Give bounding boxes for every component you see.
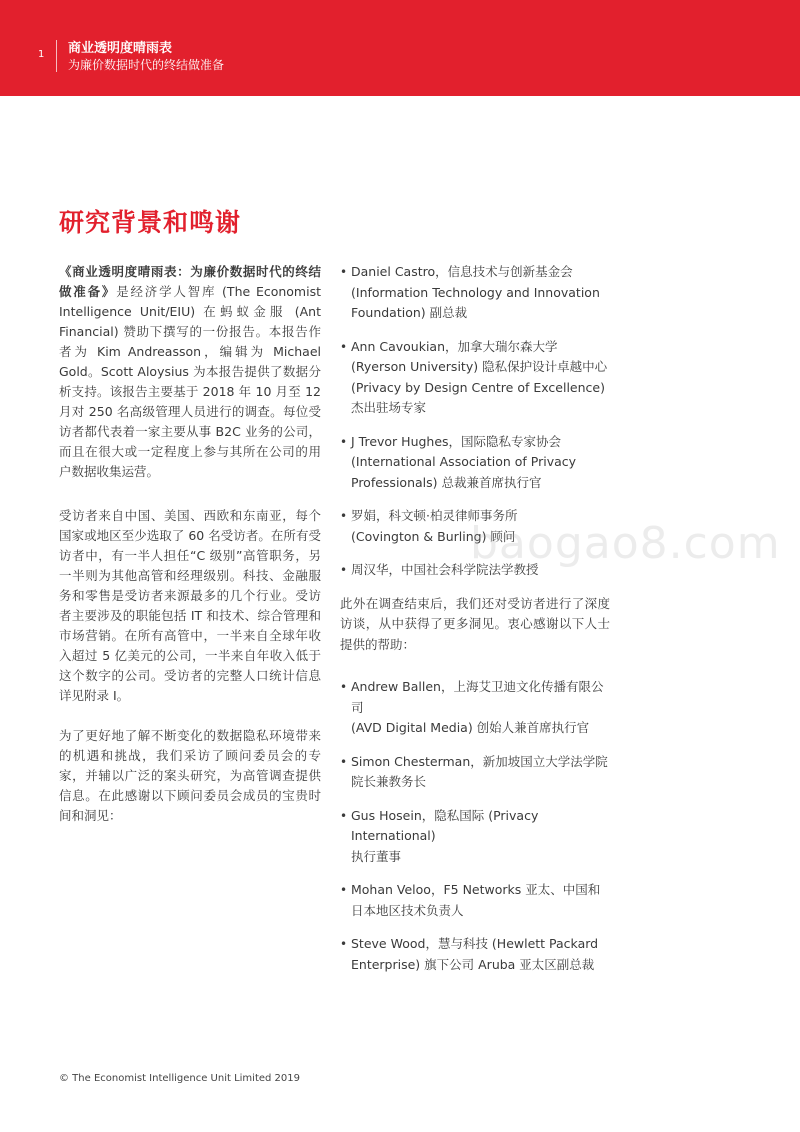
paragraph-intro-text: 是经济学人智库 (The Economist Intelligence Unit/EIU) 在蚂蚁金服 (Ant Financial) 赞助下撰写的一份报告。本报告作者为 Kim Andreasson，编辑为 Michael Gold。Scott Aloysius 为本报告提供了数据分析支持。该报告主要基于 2018 年 10 月至 12 月对 250 名高级管理人员进行的调查。每位受访者都代表着一家主要从事 B2C 业务的公司，而且在很大或一定程度上参与其所在公司的用户数据收集运营。 — [59, 284, 321, 479]
list-item: • 周汉华，中国社会科学院法学教授 — [340, 560, 610, 581]
copyright-footer: © The Economist Intelligence Unit Limited 2019 — [59, 1073, 300, 1084]
list-item: • J Trevor Hughes，国际隐私专家协会 (International Association of Privacy Professionals) 总裁兼首席执行官 — [340, 433, 577, 490]
report-subtitle: 为廉价数据时代的终结做准备 — [68, 58, 225, 72]
bullet-icon: • — [340, 680, 348, 694]
list-item: • Daniel Castro，信息技术与创新基金会 (Information Technology and Innovation Foundation) 副总裁 — [340, 264, 600, 320]
bullet-icon: • — [340, 563, 348, 577]
interviewee-list — [340, 677, 610, 975]
report-name-bold: 《商业透明度晴雨表：为廉价数据时代的终结做准备》 — [59, 264, 321, 299]
paragraph-intro — [59, 262, 321, 482]
page-header — [0, 0, 800, 96]
page-number: 1 — [38, 49, 45, 60]
list-item: • Andrew Ballen，上海艾卫迪文化传播有限公司 (AVD Digital Media) 创始人兼首席执行官 — [340, 679, 604, 735]
bullet-icon: • — [340, 434, 348, 449]
right-column — [340, 262, 610, 988]
list-item: • 罗娟，科文顿·柏灵律师事务所 (Covington & Burling) 顾问 — [340, 508, 518, 544]
paragraph-interviews: 此外在调查结束后，我们还对受访者进行了深度访谈，从中获得了更多洞见。衷心感谢以下人士提供的帮助： — [340, 595, 610, 652]
bullet-icon: • — [340, 265, 348, 279]
paragraph-respondents: 受访者来自中国、美国、西欧和东南亚，每个国家或地区至少选取了 60 名受访者。在所有受访者中，有一半人担任“C 级别”高管职务，另一半则为其他高管和经理级别。科技、金融服务和零售是受访者来源最多的几个行业。受访者主要涉及的职能包括 IT 和技术、综合管理和市场营销。在所有高管中，一半来自全球年收入超过 5 亿美元的公司，一半来自年收入低于这个数字的公司。受访者的完整人口统计信息详见附录 I。 — [59, 508, 321, 703]
list-item: • Ann Cavoukian，加拿大瑞尔森大学 (Ryerson University) 隐私保护设计卓越中心 (Privacy by Design Centre of Excellence) 杰出驻场专家 — [340, 338, 608, 415]
left-column — [59, 262, 321, 846]
list-item: • Steve Wood，慧与科技 (Hewlett Packard Enterprise) 旗下公司 Aruba 亚太区副总裁 — [340, 936, 599, 972]
header-divider — [56, 40, 57, 72]
bullet-icon: • — [340, 509, 348, 523]
bullet-icon: • — [340, 808, 348, 823]
bullet-icon: • — [340, 937, 348, 951]
watermark: baogao8.com — [470, 518, 781, 569]
bullet-icon: • — [340, 339, 348, 354]
report-title: 商业透明度晴雨表 — [68, 41, 173, 56]
list-item: • Simon Chesterman，新加坡国立大学法学院 院长兼教务长 — [340, 753, 608, 789]
section-title: 研究背景和鸣谢 — [59, 208, 242, 237]
paragraph-advisory: 为了更好地了解不断变化的数据隐私环境带来的机遇和挑战，我们采访了顾问委员会的专家，并辅以广泛的案头研究，为高管调查提供信息。在此感谢以下顾问委员会成员的宝贵时间和洞见： — [59, 728, 321, 823]
bullet-icon: • — [340, 883, 348, 897]
bullet-icon: • — [340, 754, 348, 769]
list-item: • Gus Hosein，隐私国际 (Privacy International) 执行董事 — [340, 807, 539, 864]
list-item: • Mohan Veloo，F5 Networks 亚太、中国和 日本地区技术负责人 — [340, 882, 601, 918]
